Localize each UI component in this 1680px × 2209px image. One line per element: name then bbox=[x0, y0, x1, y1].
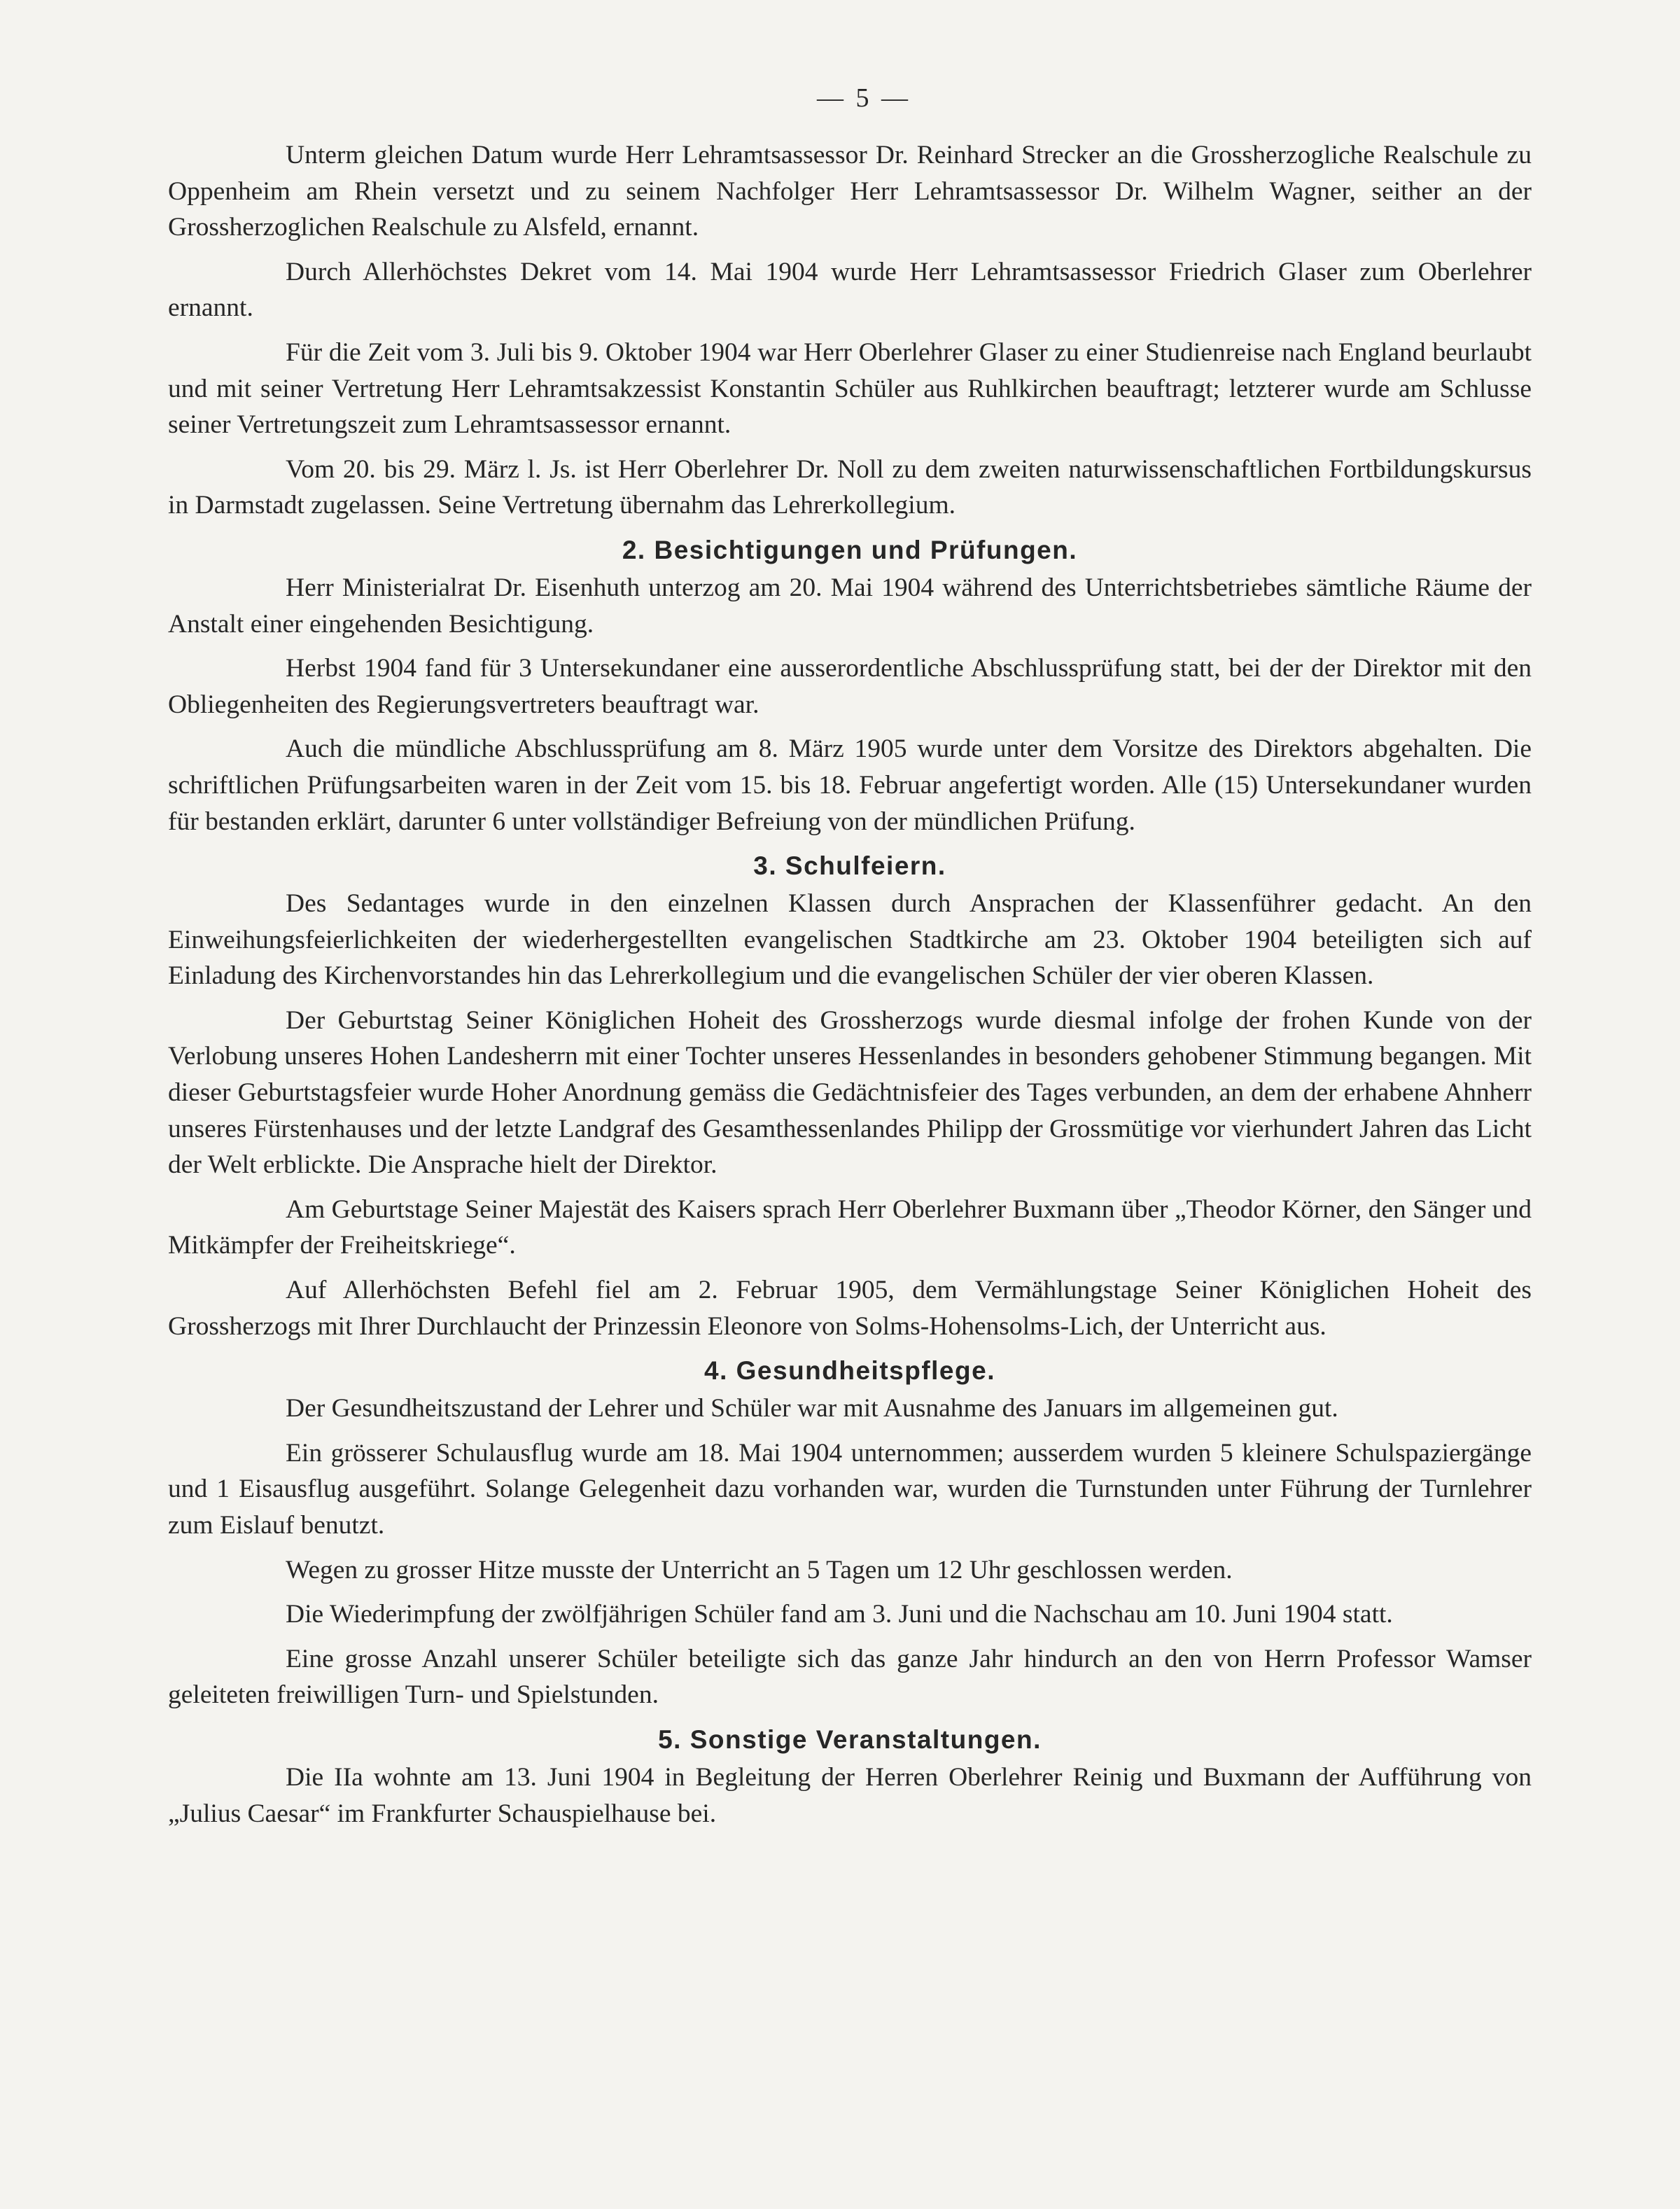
paragraph-theatre-visit: Die IIa wohnte am 13. Juni 1904 in Begleitung der Herren Oberlehrer Reinig und Buxmann der Aufführung von „Julius Caesar“ im Frankfurter Schauspielhause bei. bbox=[168, 1762, 1532, 1828]
paragraph-sedan-day: Des Sedantages wurde in den einzelnen Klassen durch Ansprachen der Klassenführer gedacht. An den Einweihungsfeierlichkeiten der wiederhergestellten evangelischen Stadtkirche am 23. Oktober 1904 beteiligten sich auf Einladung des Kirchenvorstandes hin das Lehrerkollegium und die evangelischen Schüler der vier oberen Klassen. bbox=[168, 889, 1532, 991]
paragraph-excursions: Ein grösserer Schulausflug wurde am 18. Mai 1904 unternommen; ausserdem wurden 5 kleinere Schulspaziergänge und 1 Eisausflug ausgeführt. Solange Gelegenheit dazu vorhanden war, wurden die Turnstunden unter Führung der Turnlehrer zum Eislauf benutzt. bbox=[168, 1438, 1532, 1540]
paragraph-grand-duke-birthday: Der Geburtstag Seiner Königlichen Hoheit des Grossherzogs wurde diesmal infolge der frohen Kunde von der Verlobung unseres Hohen Landesherrn mit einer Tochter unseres Hessenlandes in besonders gehobener Stimmung begangen. Mit dieser Geburtstagsfeier wurde Hoher Anordnung gemäss die Gedächtnisfeier des Tages verbunden, an dem der erhabene Ahnherr unseres Fürstenhauses und der letzte Landgraf des Gesamthessenlandes Philipp der Grossmütige vor vierhundert Jahren das Licht der Welt erblickte. Die Ansprache hielt der Direktor. bbox=[168, 1005, 1532, 1180]
paragraph-kaiser-birthday: Am Geburtstage Seiner Majestät des Kaisers sprach Herr Oberlehrer Buxmann über „Theodor Körner, den Sänger und Mitkämpfer der Freiheitskriege“. bbox=[168, 1194, 1532, 1260]
paragraph-strecker-wagner: Unterm gleichen Datum wurde Herr Lehramtsassessor Dr. Reinhard Strecker an die Grossherzogliche Realschule zu Oppenheim am Rhein versetzt und zu seinem Nachfolger Herr Lehramtsassessor Dr. Wilhelm Wagner, seither an der Grossherzoglichen Realschule zu Alsfeld, ernannt. bbox=[168, 141, 1532, 242]
paragraph-vaccination: Die Wiederimpfung der zwölfjährigen Schüler fand am 3. Juni und die Nachschau am 10. Juni 1904 statt. bbox=[286, 1600, 1393, 1629]
page-number: — 5 — bbox=[817, 83, 911, 113]
heading-health-care: 4. Gesundheitspflege. bbox=[704, 1356, 995, 1386]
heading-inspections-exams: 2. Besichtigungen und Prüfungen. bbox=[622, 535, 1078, 564]
paragraph-health-status: Der Gesundheitszustand der Lehrer und Schüler war mit Ausnahme des Januars im allgemeinen gut. bbox=[286, 1394, 1338, 1423]
heading-school-celebrations: 3. Schulfeiern. bbox=[753, 851, 946, 881]
paragraph-wedding-day: Auf Allerhöchsten Befehl fiel am 2. Februar 1905, dem Vermählungstage Seiner Königlichen Hoheit des Grossherzogs mit Ihrer Durchlaucht der Prinzessin Eleonore von Solms-Hohensolms-Lich, der Unterricht aus. bbox=[168, 1276, 1532, 1341]
paragraph-autumn-exam: Herbst 1904 fand für 3 Untersekundaner eine ausserordentliche Abschlussprüfung statt, bei der der Direktor mit den Obliegenheiten des Regierungsvertreters beauftragt war. bbox=[168, 654, 1532, 719]
paragraph-heat-closure: Wegen zu grosser Hitze musste der Unterricht an 5 Tagen um 12 Uhr geschlossen werden. bbox=[286, 1555, 1233, 1584]
paragraph-glaser-appointment: Durch Allerhöchstes Dekret vom 14. Mai 1904 wurde Herr Lehramtsassessor Friedrich Glaser zum Oberlehrer ernannt. bbox=[168, 257, 1532, 323]
paragraph-noll-course: Vom 20. bis 29. März l. Js. ist Herr Oberlehrer Dr. Noll zu dem zweiten naturwissenschaftlichen Fortbildungskursus in Darmstadt zugelassen. Seine Vertretung übernahm das Lehrerkollegium. bbox=[168, 454, 1532, 520]
paragraph-oral-exam: Auch die mündliche Abschlussprüfung am 8. März 1905 wurde unter dem Vorsitze des Direktors abgehalten. Die schriftlichen Prüfungsarbeiten waren in der Zeit vom 15. bis 18. Februar angefertigt worden. Alle (15) Untersekundaner wurden für bestanden erklärt, darunter 6 unter vollständiger Befreiung von der mündlichen Prüfung. bbox=[168, 734, 1532, 836]
paragraph-glaser-study-trip: Für die Zeit vom 3. Juli bis 9. Oktober 1904 war Herr Oberlehrer Glaser zu einer Studienreise nach England beurlaubt und mit seiner Vertretung Herr Lehramtsakzessist Konstantin Schüler aus Ruhlkirchen beauftragt; letzterer wurde am Schlusse seiner Vertretungszeit zum Lehramtsassessor ernannt. bbox=[168, 337, 1532, 440]
heading-other-events: 5. Sonstige Veranstaltungen. bbox=[658, 1724, 1042, 1754]
paragraph-sports-hours: Eine grosse Anzahl unserer Schüler beteiligte sich das ganze Jahr hindurch an den von Herrn Professor Wamser geleiteten freiwilligen Turn- und Spielstunden. bbox=[168, 1644, 1532, 1710]
paragraph-inspection: Herr Ministerialrat Dr. Eisenhuth unterzog am 20. Mai 1904 während des Unterrichtsbetriebes sämtliche Räume der Anstalt einer eingehenden Besichtigung. bbox=[168, 573, 1532, 639]
